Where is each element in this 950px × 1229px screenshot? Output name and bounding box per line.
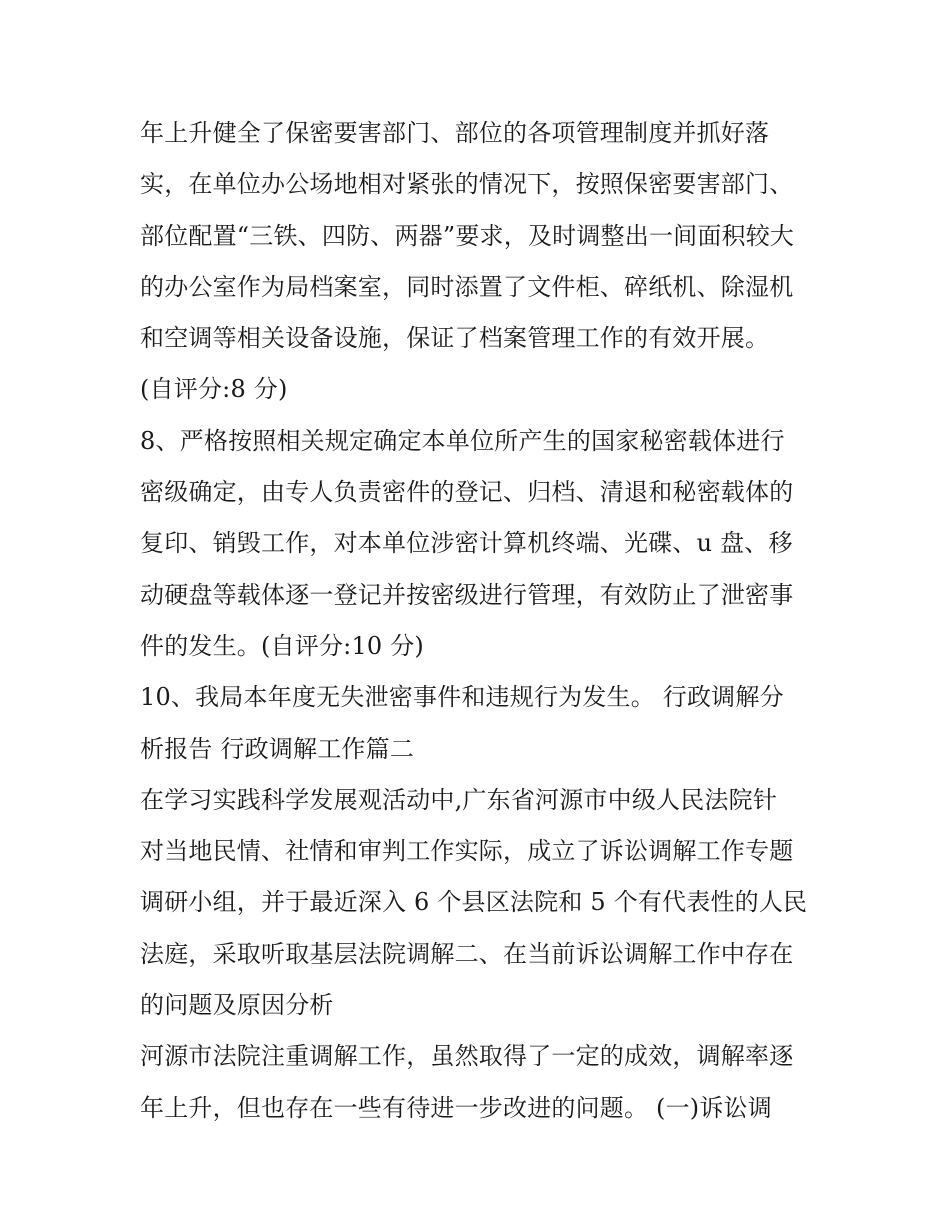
text-line: 在学习实践科学发展观活动中,广东省河源市中级人民法院针 <box>140 785 778 814</box>
text-line: 年上升，但也存在一些有待进一步改进的问题。 (一)诉讼调 <box>140 1093 772 1122</box>
text-line: 动硬盘等载体逐一登记并按密级进行管理，有效防止了泄密事 <box>140 580 794 609</box>
text-line: 调研小组，并于最近深入 6 个县区法院和 5 个有代表性的人民 <box>140 888 808 917</box>
document-body-text <box>140 108 820 1134</box>
text-line: 法庭，采取听取基层法院调解二、在当前诉讼调解工作中存在 <box>140 939 794 968</box>
text-line: 的办公室作为局档案室，同时添置了文件柜、碎纸机、除湿机 <box>140 272 794 301</box>
text-line: 和空调等相关设备设施，保证了档案管理工作的有效开展。 <box>140 324 770 353</box>
text-line: 密级确定，由专人负责密件的登记、归档、清退和秘密载体的 <box>140 478 794 507</box>
text-line: 年上升健全了保密要害部门、部位的各项管理制度并抓好落 <box>140 119 770 147</box>
text-line: 8、严格按照相关规定确定本单位所产生的国家秘密载体进行 <box>140 426 785 455</box>
self-score-note: (自评分:8 分) <box>140 375 288 404</box>
text-line: 复印、销毁工作，对本单位涉密计算机终端、光碟、u 盘、移 <box>140 529 793 558</box>
section-heading: 析报告 行政调解工作篇二 <box>140 734 415 763</box>
text-line: 河源市法院注重调解工作，虽然取得了一定的成效，调解率逐 <box>140 1042 794 1071</box>
text-line: 对当地民情、社情和审判工作实际，成立了诉讼调解工作专题 <box>140 837 794 866</box>
text-line: 部位配置“三铁、四防、两器”要求，及时调整出一间面积较大 <box>140 221 795 250</box>
text-line: 的问题及原因分析 <box>140 991 334 1020</box>
text-line: 件的发生。(自评分:10 分) <box>140 631 424 660</box>
text-line: 10、我局本年度无失泄密事件和违规行为发生。 行政调解分 <box>140 683 784 712</box>
text-line: 实，在单位办公场地相对紧张的情况下，按照保密要害部门、 <box>140 170 794 199</box>
